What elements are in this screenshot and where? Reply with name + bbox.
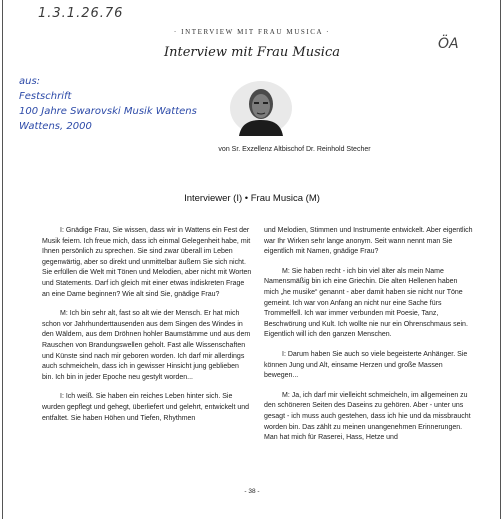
running-head: · INTERVIEW MIT FRAU MUSICA · <box>173 28 331 36</box>
paragraph: M: Ich bin sehr alt, fast so alt wie der Mensch. Er hat mich schon vor Jahrhunderttausenden aus dem Singen des Windes in den Wäldern, aus dem Dröhnen hohler Baumstämme und aus dem Rauschen von Brandungswellen geholt. Fast alle Wissenschaften und Künste sind nach mir geboren worden. Ich darf mir allerdings auch schmeicheln, dass ich in gewisser Hinsicht jung geblieben bin. Ich bin in jeder Epoche neu gestylt worden... <box>42 310 251 381</box>
source-line: Wattens, 2000 <box>19 121 92 132</box>
source-line: 100 Jahre Swarovski Musik Wattens <box>19 106 197 117</box>
handwritten-corner-mark: ÖA <box>438 36 459 52</box>
paragraph: I: Ich weiß. Sie haben ein reiches Leben hinter sich. Sie wurden gepflegt und gehegt, überliefert und gelehrt, entwickelt und entfaltet. Sie haben Höhen und Tiefen, Rhythmen <box>42 393 250 422</box>
portrait-photo <box>229 80 293 136</box>
paragraph-continuation: und Melodien, Stimmen und Instrumente entwickelt. Aber eigentlich war Ihr Wirken sehr lange anonym. Seit wann nennt man Sie eigentlich mit Namen, gnädige Frau? <box>264 227 473 256</box>
source-line: Festschrift <box>19 91 72 102</box>
scan-edge-right <box>500 0 501 519</box>
text-column-right <box>264 226 474 453</box>
source-line: aus: <box>19 76 41 87</box>
scan-edge-left <box>2 0 3 519</box>
text-column-left <box>42 226 252 433</box>
paragraph: I: Darum haben Sie auch so viele begeisterte Anhänger. Sie können Jung und Alt, einsame Herzen und große Massen bewegen... <box>264 350 468 380</box>
paragraph: M: Sie haben recht - ich bin viel älter als mein Name Namensmäßig bin ich eine Griechin. Die alten Hellenen haben mich „he musike“ genannt - aber damit haben sie nicht nur Töne gemeint. Ich war von Anfang an nicht nur eine Sache fürs Trommelfell. Ich war immer verbunden mit Poesie, Tanz, Beschwörung und Kult. Ich wollte nie nur ein Ohrenschmaus sein. Eigentlich will ich den ganzen Menschen. <box>264 267 468 339</box>
page-title: Interview mit Frau Musica <box>164 45 340 60</box>
byline: von Sr. Exzellenz Altbischof Dr. Reinhold Stecher <box>218 146 371 153</box>
section-heading: Interviewer (I) • Frau Musica (M) <box>184 193 320 204</box>
paragraph: M: Ja, ich darf mir vielleicht schmeicheln, im allgemeinen zu den schöneren Seiten des Daseins zu gehören. Aber - unter uns gesagt - ich muss auch gestehen, dass ich hie und da missbraucht worden bin. Das zählt zu meinen unangenehmen Erinnerungen. Man hat mich für Raserei, Hass, Hetze und <box>264 391 471 442</box>
handwritten-id-number: 1.3.1.26.76 <box>38 6 124 21</box>
page-number: - 38 - <box>244 488 260 495</box>
handwritten-source-note <box>19 74 197 134</box>
paragraph: I: Gnädige Frau, Sie wissen, dass wir in Wattens ein Fest der Musik feiern. Ich freue mich, dass ich einmal Gelegenheit habe, mit Ihnen persönlich zu sprechen. Sie sind zwar überall im Leben gegenwärtig, aber so direkt und unmittelbar äußern Sie sich nicht. Sie erfüllen die Welt mit Tönen und Melodien, aber nicht mit Worten und Statements. Darf ich gleich mit einer etwas indiskreten Frage an eine Dame beginnen? Wie alt sind Sie, gnädige Frau? <box>42 227 252 298</box>
